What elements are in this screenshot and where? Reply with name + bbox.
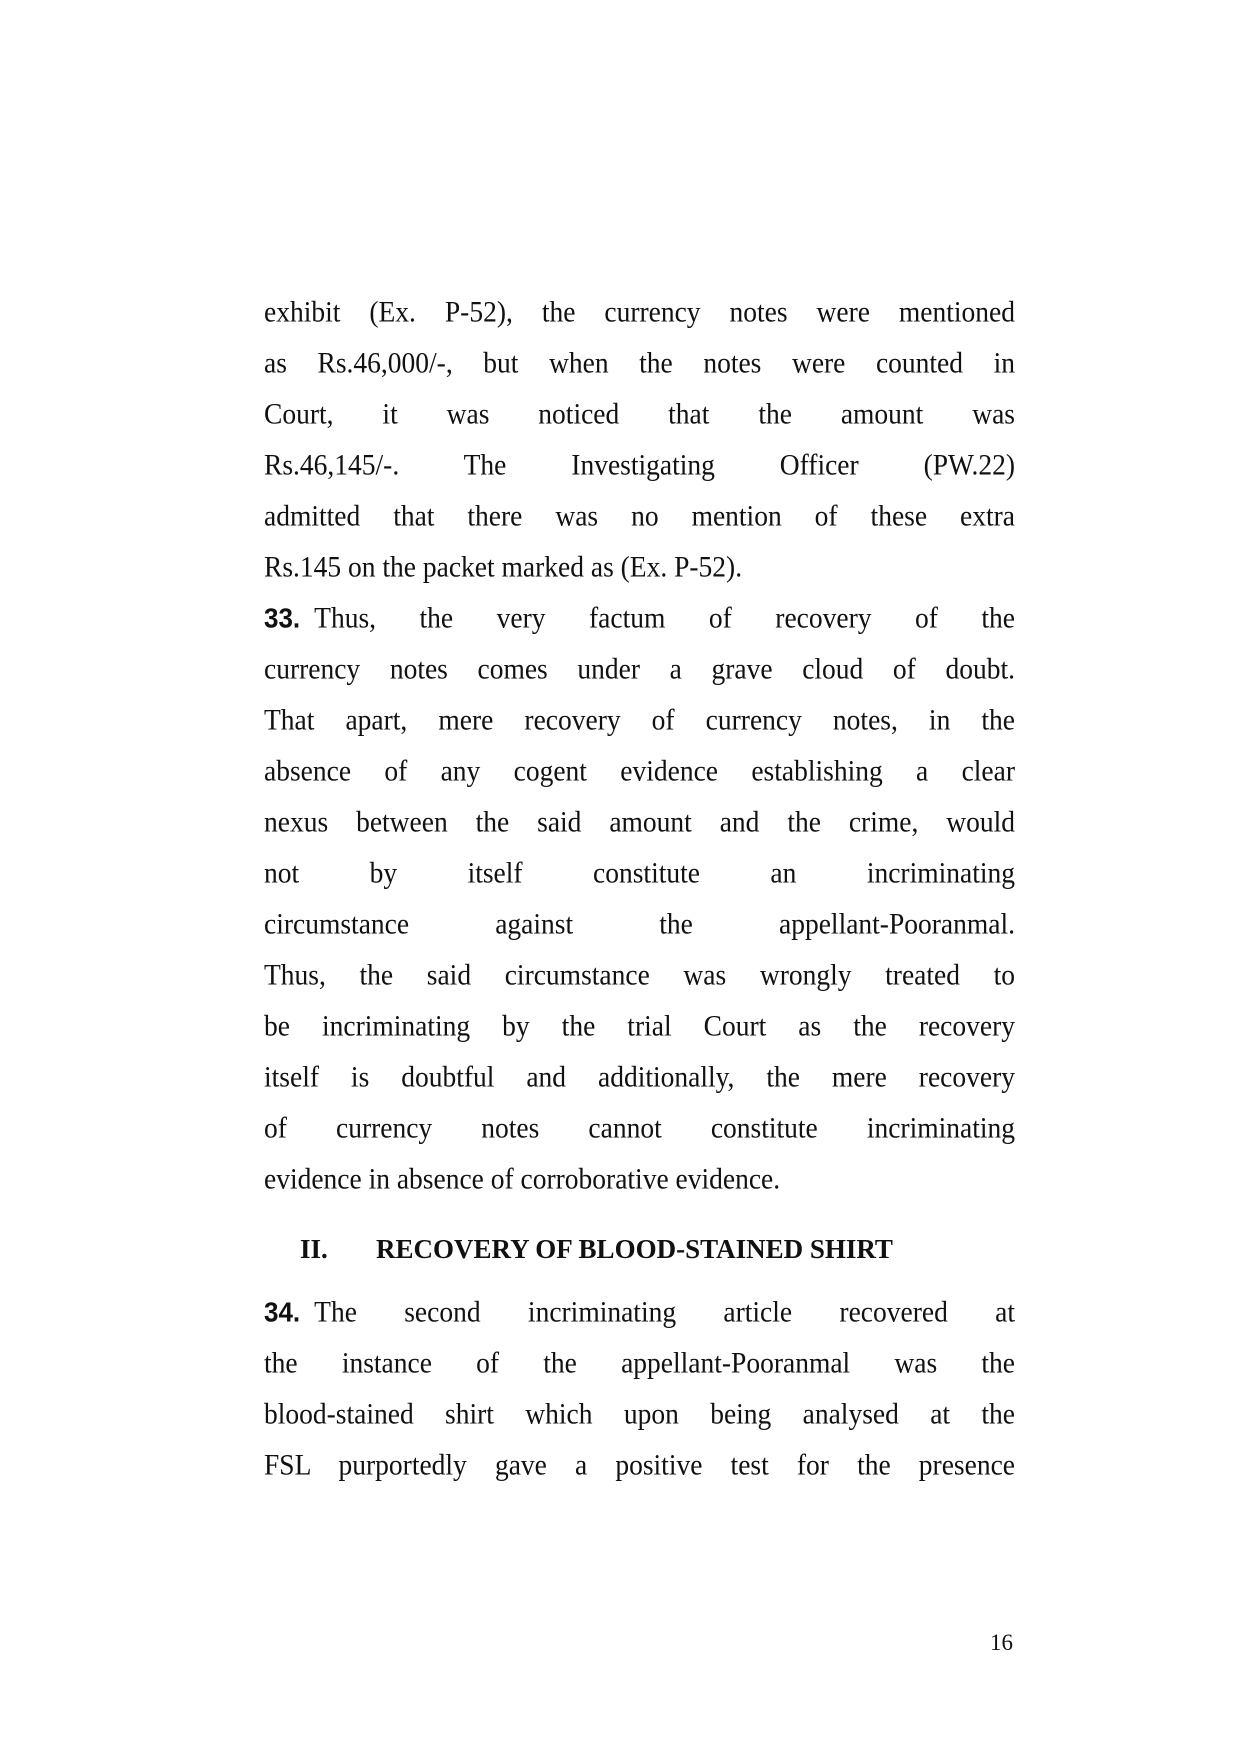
text-line: Rs.145 on the packet marked as (Ex. P-52). bbox=[264, 549, 743, 583]
text-line: Rs.46,145/-. The Investigating Officer (PW.22) bbox=[264, 447, 1015, 481]
text-line: of currency notes cannot constitute incriminating bbox=[264, 1110, 1015, 1144]
text-line: currency notes comes under a grave cloud of doubt. bbox=[264, 651, 1015, 685]
text-line: the instance of the appellant-Pooranmal was the bbox=[264, 1345, 1015, 1379]
text-line: FSL purportedly gave a positive test for the presence bbox=[264, 1447, 1015, 1481]
paragraph-number: 33. bbox=[264, 601, 301, 634]
text-span: The second incriminating article recovered at bbox=[314, 1294, 1015, 1328]
text-span: Thus, the very factum of recovery of the bbox=[314, 600, 1015, 634]
paragraph-34-first-line bbox=[264, 1292, 1015, 1331]
text-line: not by itself constitute an incriminating bbox=[264, 855, 1015, 889]
section-numeral: II. bbox=[300, 1234, 328, 1264]
text-line: nexus between the said amount and the crime, would bbox=[264, 804, 1015, 838]
paragraph-33-first-line bbox=[264, 598, 1015, 637]
paragraph-number: 34. bbox=[264, 1295, 301, 1328]
text-line: absence of any cogent evidence establishing a clear bbox=[264, 753, 1015, 787]
text-line: as Rs.46,000/-, but when the notes were counted in bbox=[264, 345, 1015, 379]
text-line: be incriminating by the trial Court as the recovery bbox=[264, 1008, 1015, 1042]
text-line: evidence in absence of corroborative evidence. bbox=[264, 1161, 781, 1195]
text-line: itself is doubtful and additionally, the mere recovery bbox=[264, 1059, 1015, 1093]
text-line: Court, it was noticed that the amount was bbox=[264, 396, 1015, 430]
text-line: exhibit (Ex. P-52), the currency notes were mentioned bbox=[264, 294, 1015, 328]
text-line: admitted that there was no mention of these extra bbox=[264, 498, 1015, 532]
page-number: 16 bbox=[990, 1630, 1013, 1655]
text-line: That apart, mere recovery of currency notes, in the bbox=[264, 702, 1015, 736]
section-title: RECOVERY OF BLOOD-STAINED SHIRT bbox=[376, 1234, 893, 1264]
text-line: Thus, the said circumstance was wrongly treated to bbox=[264, 957, 1015, 991]
section-heading bbox=[300, 1232, 893, 1266]
text-line: blood-stained shirt which upon being analysed at the bbox=[264, 1396, 1015, 1430]
text-line: circumstance against the appellant-Pooranmal. bbox=[264, 906, 1015, 940]
